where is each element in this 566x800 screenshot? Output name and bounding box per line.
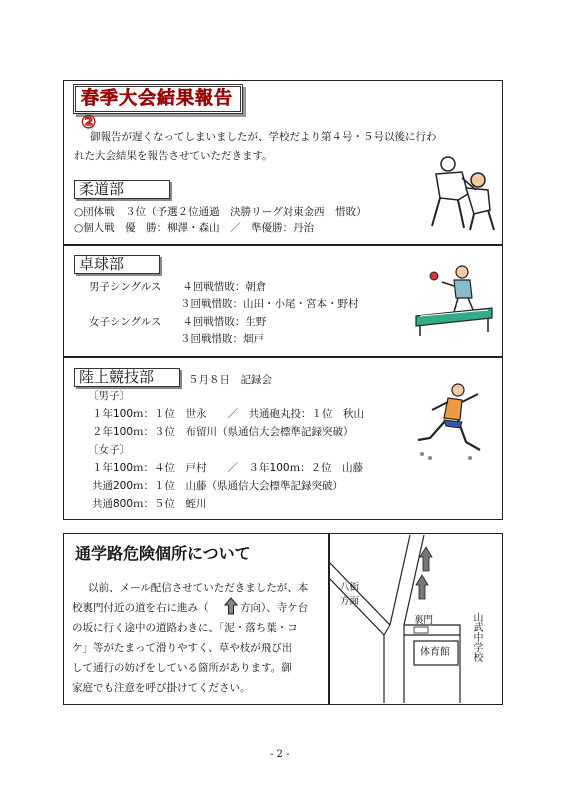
- map-label-gym: 体育館: [420, 647, 450, 658]
- track-line-4: 〔女子〕: [88, 444, 130, 456]
- hazard-title: 通学路危険個所について: [75, 544, 251, 563]
- hazard-line-2a: 校裏門付近の道を右に進み（: [72, 602, 209, 614]
- intro-line-2: れた大会結果を報告させていただきます。: [74, 150, 273, 162]
- divider: [63, 356, 503, 358]
- track-line-2: １年100ｍ：１位 世永 ／ 共通砲丸投：１位 秋山: [92, 408, 365, 420]
- intro-line-1: 御報告が遅くなってしまいましたが、学校だより第４号・５号以後に行わ: [90, 131, 437, 143]
- tt-line-4: ３回戦惜敗：畑戸: [180, 333, 264, 345]
- judo-line-1: ○団体戦 ３位（予選２位通過 決勝リーグ対東金西 惜敗）: [74, 206, 367, 218]
- judo-line-2: ○個人戦 優 勝：柳澤・森山 ／ 準優勝：丹治: [74, 222, 315, 234]
- table-tennis-illustration: [412, 262, 496, 342]
- map-label-uramon: 裏門: [414, 615, 434, 626]
- track-line-7: 共通800ｍ：５位 蛭川: [92, 498, 207, 510]
- track-line-3: ２年100ｍ：３位 布留川（県通信大会標準記録突破）: [92, 426, 354, 438]
- tt-line-3: 女子シングルス ４回戦惜敗：生野: [89, 316, 267, 328]
- hazard-line-3: の坂に行く途中の道路わきに、「泥・落ち葉・コ: [72, 622, 298, 634]
- track-heading: 陸上競技部: [74, 368, 180, 387]
- tt-line-1: 男子シングルス ４回戦惜敗：朝倉: [89, 281, 267, 293]
- arrow-up-icon: [224, 597, 238, 615]
- hazard-line-5: して通行の妨げをしている箇所があります。御: [72, 662, 292, 674]
- track-date: ５月８日 記録会: [188, 374, 272, 386]
- report-title: 春季大会結果報告②: [81, 88, 233, 133]
- hazard-line-1: 以前、メール配信させていただきましたが、本: [88, 582, 309, 594]
- divider: [63, 244, 503, 246]
- table-tennis-heading: 卓球部: [74, 255, 160, 274]
- map-label-houmen: 方面: [340, 596, 360, 607]
- map-label-school: 山武中学校: [471, 612, 482, 662]
- judo-illustration: [418, 150, 500, 234]
- tt-line-2: ３回戦惜敗：山田・小尾・宮本・野村: [180, 298, 359, 310]
- report-title-banner: [73, 84, 243, 133]
- track-line-5: １年100ｍ：４位 戸村 ／ ３年100ｍ：２位 山藤: [92, 462, 364, 474]
- judo-heading: 柔道部: [74, 180, 170, 199]
- track-line-6: 共通200ｍ：１位 山藤（県通信大会標準記録突破）: [92, 480, 344, 492]
- hazard-line-6: 家庭でも注意を呼び掛けてください。: [72, 682, 251, 694]
- runner-illustration: [408, 380, 494, 466]
- track-line-1: 〔男子〕: [88, 390, 130, 402]
- map-label-yachimata: 八街: [340, 582, 360, 593]
- hazard-line-4: ケ」等がたまって滑りやすく、草や枝が飛び出: [72, 642, 293, 654]
- hazard-line-2b: 方向）、寺ケ台: [240, 602, 309, 614]
- page-number: - 2 -: [270, 749, 290, 760]
